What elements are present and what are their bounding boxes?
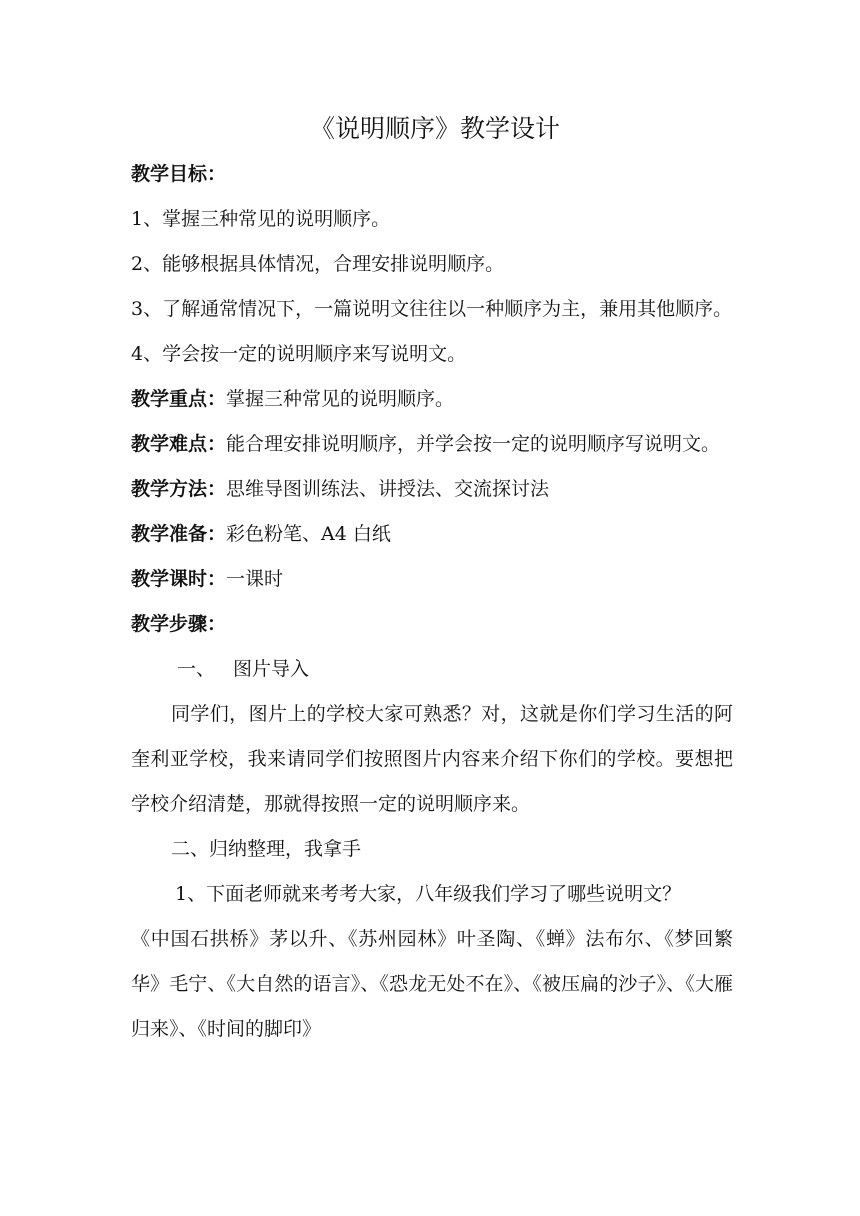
difficulty-label: 教学难点： [131, 433, 227, 455]
objective-item: 2、能够根据具体情况，合理安排说明顺序。 [131, 253, 505, 275]
key-point-text: 掌握三种常见的说明顺序。 [226, 388, 455, 410]
objective-item: 4、学会按一定的说明顺序来写说明文。 [131, 343, 467, 365]
methods [131, 467, 733, 512]
duration-text: 一课时 [226, 568, 284, 590]
materials-label: 教学准备： [131, 523, 227, 545]
section-2-answer: 《中国石拱桥》茅以升、《苏州园林》叶圣陶、《蝉》法布尔、《梦回繁华》毛宁、《大自然的语言》、《恐龙无处不在》、《被压扁的沙子》、《大雁归来》、《时间的脚印》 [131, 928, 733, 1040]
methods-text: 思维导图训练法、讲授法、交流探讨法 [226, 478, 550, 500]
duration-label: 教学课时： [131, 568, 227, 590]
section-1-number: 一、 [177, 658, 216, 680]
difficulty-text: 能合理安排说明顺序，并学会按一定的说明顺序写说明文。 [226, 433, 721, 455]
key-point [131, 377, 733, 422]
objective-item: 3、了解通常情况下，一篇说明文往往以一种顺序为主，兼用其他顺序。 [131, 298, 733, 320]
section-1-paragraph: 同学们，图片上的学校大家可熟悉？对，这就是你们学习生活的阿奎利亚学校，我来请同学们按照图片内容来介绍下你们的学校。要想把学校介绍清楚，那就得按照一定的说明顺序来。 [131, 703, 733, 815]
objective-item: 1、掌握三种常见的说明顺序。 [131, 208, 391, 230]
key-point-label: 教学重点： [131, 388, 227, 410]
objectives-heading: 教学目标： [131, 163, 227, 185]
section-1-heading [131, 647, 733, 692]
steps-heading: 教学步骤： [131, 613, 227, 635]
section-2-heading: 二、归纳整理，我拿手 [171, 838, 362, 860]
materials [131, 512, 733, 557]
methods-label: 教学方法： [131, 478, 227, 500]
document-title: 《说明顺序》教学设计 [309, 114, 560, 143]
difficulty [131, 422, 733, 467]
document-page [131, 106, 733, 1052]
section-1-title: 图片导入 [233, 658, 310, 680]
section-2-question: 1、下面老师就来考考大家，八年级我们学习了哪些说明文？ [175, 883, 682, 905]
duration [131, 557, 733, 602]
materials-text: 彩色粉笔、A4 白纸 [226, 523, 391, 545]
